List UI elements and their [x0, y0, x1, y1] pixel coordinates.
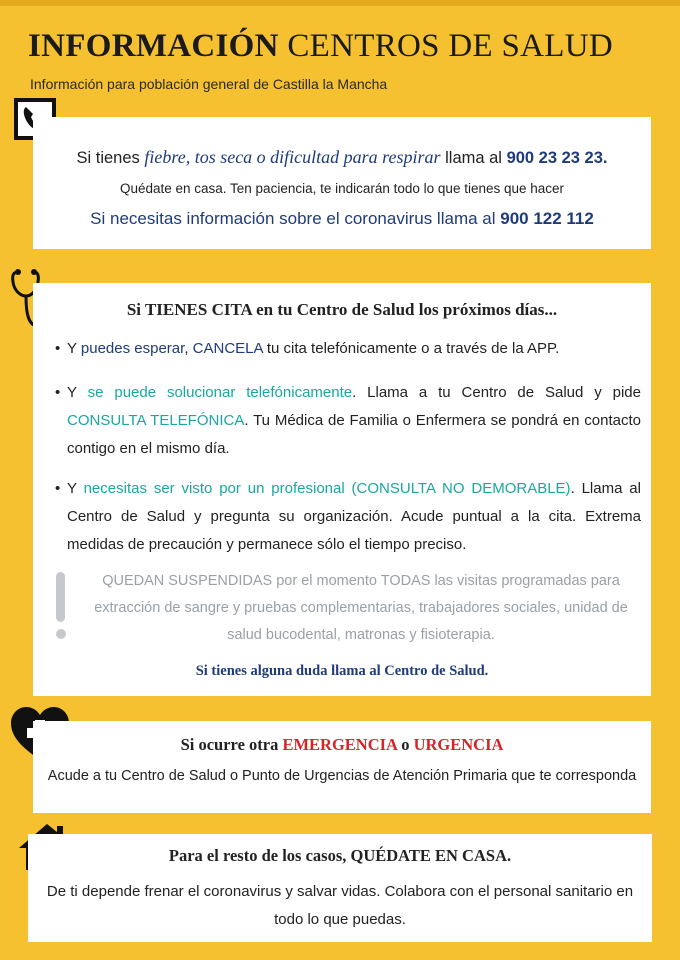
emergency-text: Acude a tu Centro de Salud o Punto de Urgencias de Atención Primaria que te corresponda	[47, 768, 637, 784]
stay-home-box	[28, 834, 652, 942]
page-title: INFORMACIÓN CENTROS DE SALUD	[28, 28, 614, 64]
top-strip	[0, 0, 680, 6]
exclamation-icon	[56, 572, 65, 622]
appointment-box	[33, 283, 651, 696]
list-item: • Y puedes esperar, CANCELA tu cita telefónicamente o a través de la APP.	[55, 340, 560, 357]
list-item: • Y se puede solucionar telefónicamente. Llama a tu Centro de Salud y pide CONSULTA TELEFÓNICA. Tu Médica de Familia o Enfermera se pondrá en contacto contigo en el mismo día.	[55, 384, 641, 457]
list-item: • Y necesitas ser visto por un profesional (CONSULTA NO DEMORABLE). Llama al Centro de Salud y pregunta su organización. Acude puntual a la cita. Extrema medidas de precaución y permanece sólo el tiempo preciso.	[55, 480, 641, 553]
stay-home-text: De ti depende frenar el coronavirus y salvar vidas. Colabora con el personal sanitario en todo lo que puedas.	[46, 883, 634, 928]
fever-call-line: Si tienes fiebre, tos seca o dificultad para respirar llama al 900 23 23 23.	[76, 147, 608, 167]
phone-number-900232323[interactable]: 900 23 23 23.	[506, 149, 608, 167]
appointment-heading: Si TIENES CITA en tu Centro de Salud los próximos días...	[126, 300, 558, 319]
stay-home-heading: Para el resto de los casos, QUÉDATE EN CASA.	[168, 846, 512, 865]
exclamation-dot	[56, 629, 66, 639]
phone-number-900122112[interactable]: 900 122 112	[500, 209, 594, 228]
stay-home-line: Quédate en casa. Ten paciencia, te indicarán todo lo que tienes que hacer	[119, 181, 565, 196]
doubt-call-footer: Si tienes alguna duda llama al Centro de Salud.	[195, 663, 489, 679]
emergency-box	[33, 721, 651, 813]
emergency-heading: Si ocurre otra EMERGENCIA o URGENCIA	[180, 735, 504, 754]
coronavirus-info-line: Si necesitas información sobre el coronavirus llama al 900 122 112	[90, 209, 594, 228]
page-subtitle: Información para población general de Castilla la Mancha	[30, 76, 388, 92]
suspended-visits-note: QUEDAN SUSPENDIDAS por el momento TODAS las visitas programadas para extracción de sangre y pruebas complementarias, trabajadores sociales, unidad de salud bucodental, matronas y fisioterapia.	[94, 573, 628, 643]
phone-info-box	[33, 117, 651, 249]
